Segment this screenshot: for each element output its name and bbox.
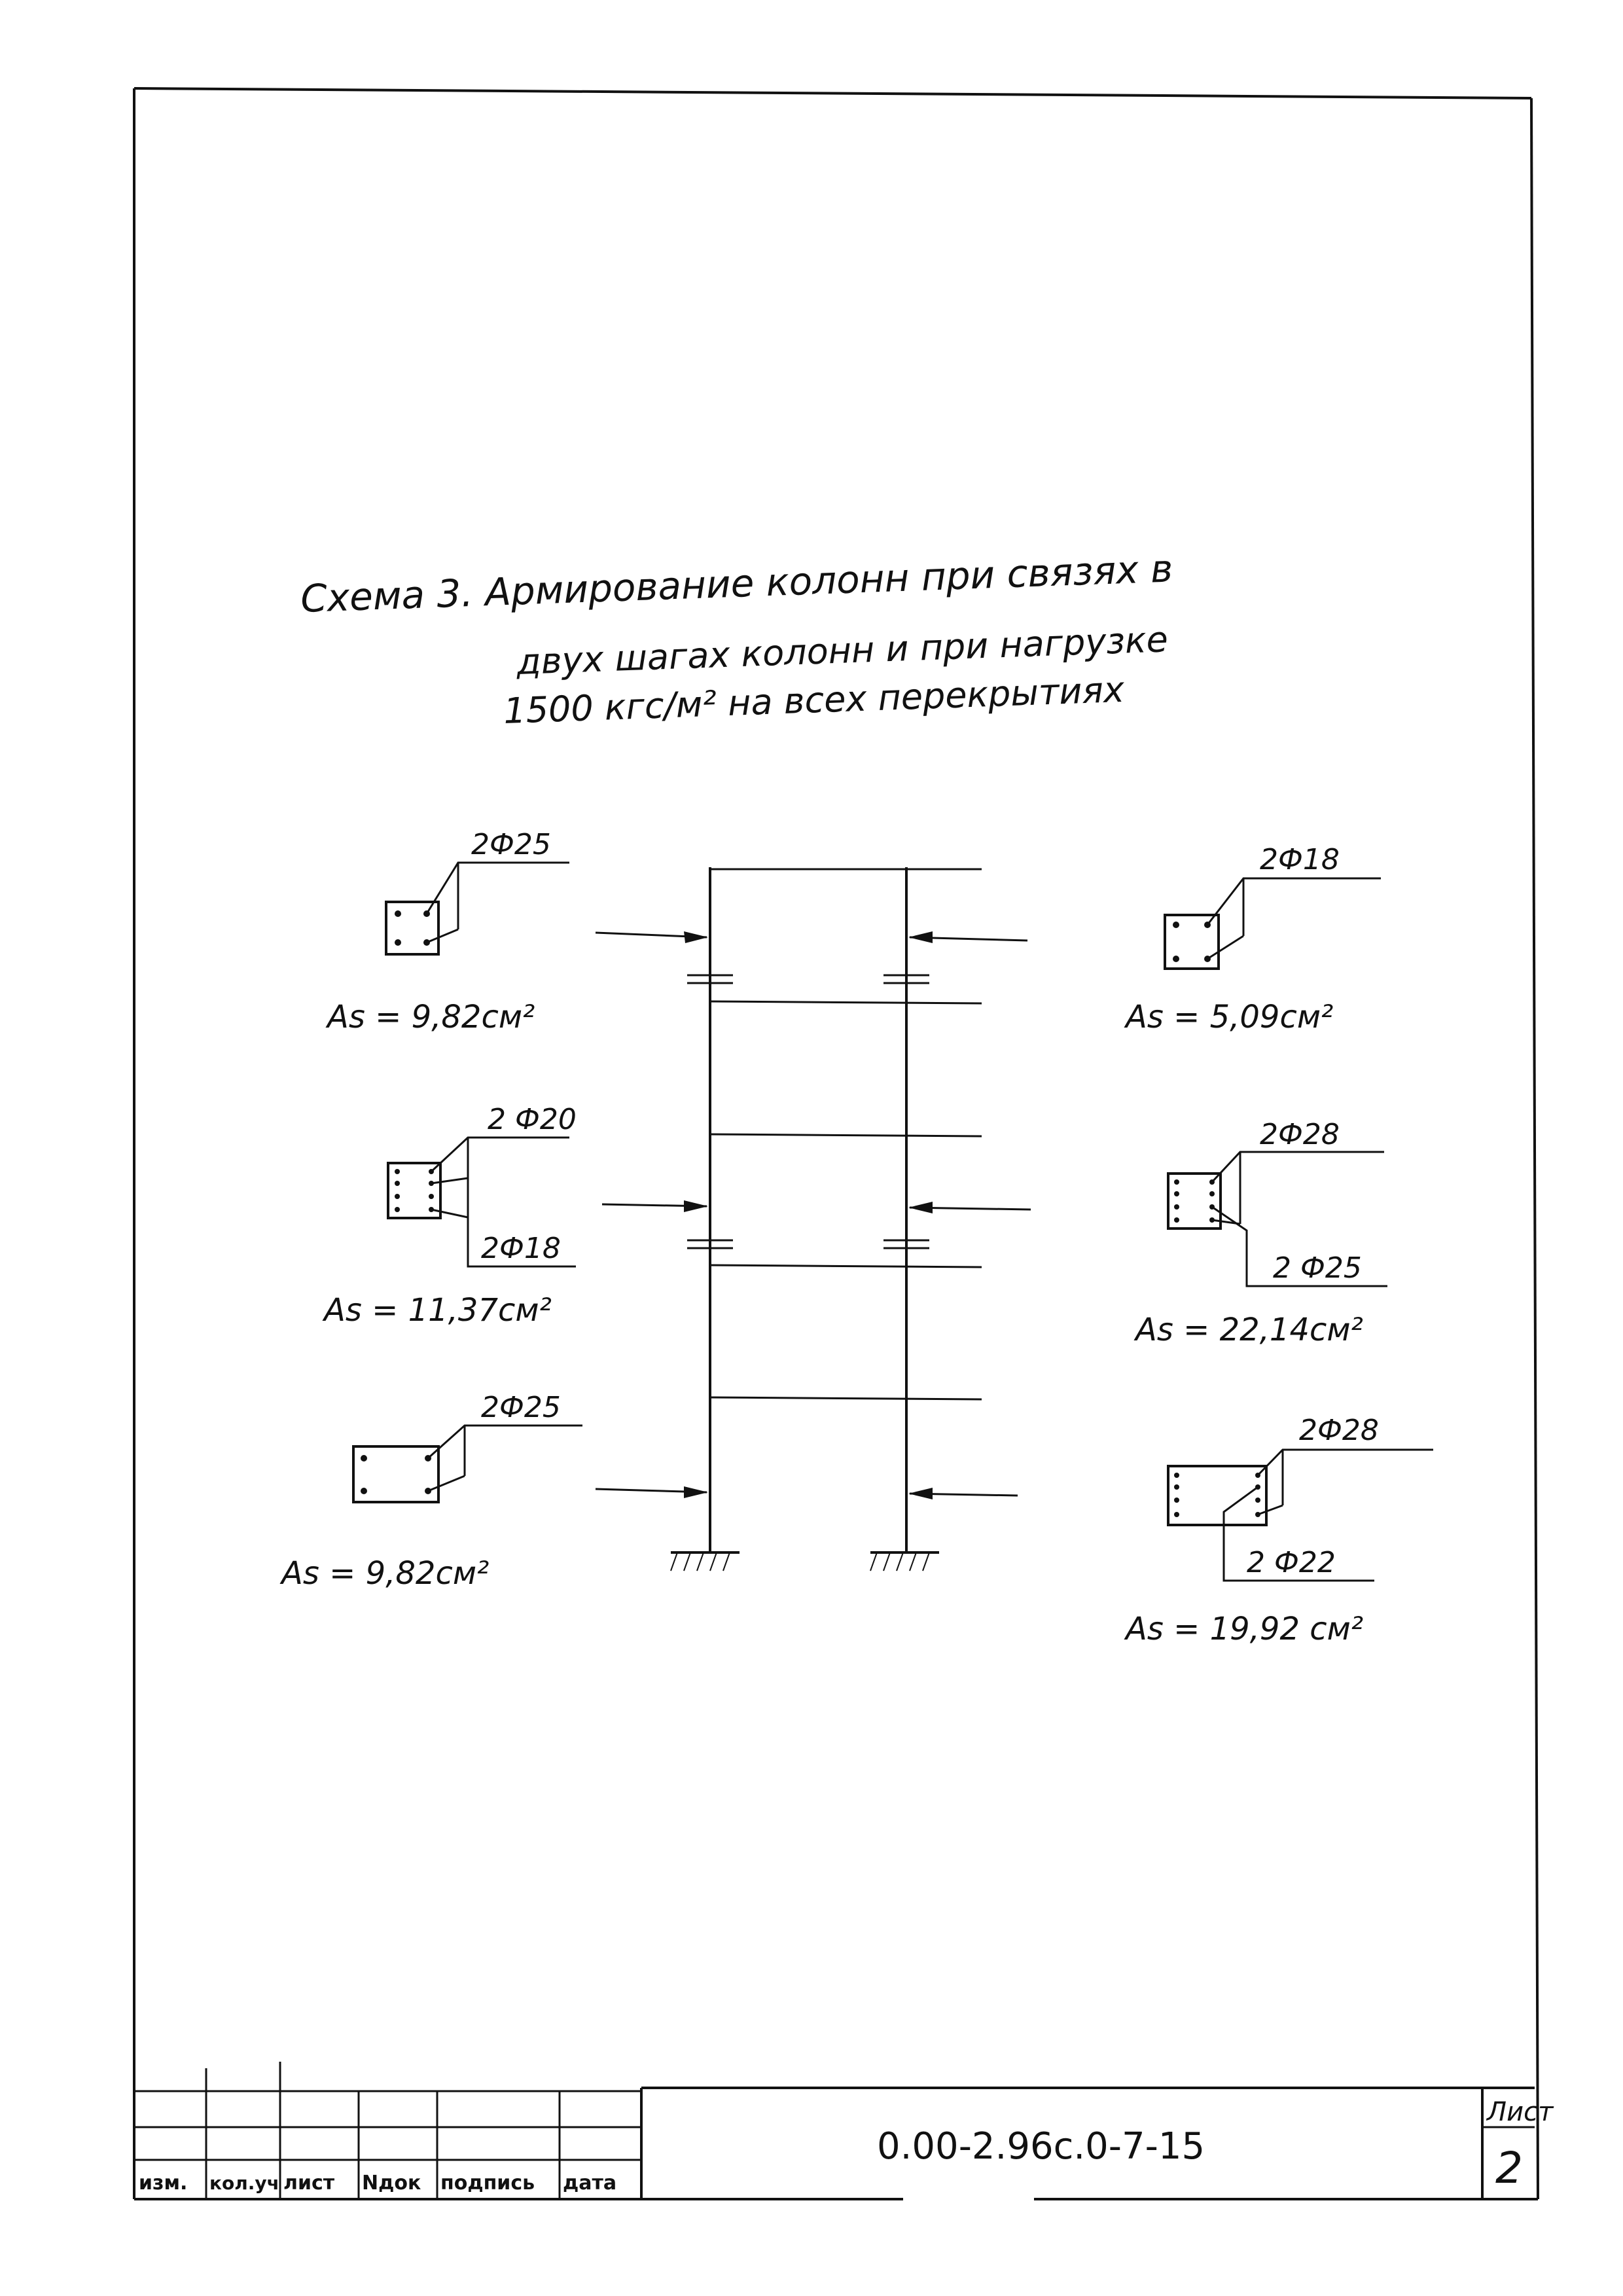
column-section xyxy=(386,902,438,954)
bar-label-top: 2Ф28 xyxy=(1299,1414,1379,1447)
stamp-header-podpis: подпись xyxy=(440,2172,535,2195)
title-line-2: двух шагах колонн и при нагрузке xyxy=(516,619,1169,683)
beam-2 xyxy=(710,1134,982,1136)
area-label: As = 9,82см² xyxy=(281,1555,490,1592)
bar-label-top: 2Ф18 xyxy=(1260,843,1340,876)
title-block xyxy=(134,2062,1554,2199)
title-line-3: 1500 кгс/м² на всех перекрытиях xyxy=(503,668,1125,732)
area-label: As = 9,82см² xyxy=(327,999,535,1035)
beam-4 xyxy=(710,1397,982,1399)
bar-label-bottom: 2Ф18 xyxy=(481,1232,561,1265)
section-right-bottom xyxy=(1124,1414,1433,1647)
load-arrows xyxy=(596,931,1031,1499)
leader-line xyxy=(427,863,569,914)
stamp-header-ndok: Nдок xyxy=(362,2172,421,2195)
leader-line xyxy=(1207,878,1381,925)
stamp-header-kol-uch: кол.уч xyxy=(209,2172,279,2194)
leader-line xyxy=(428,1426,582,1458)
drawing-title xyxy=(300,546,1173,732)
bar-label-top: 2Ф28 xyxy=(1260,1118,1340,1151)
section-left-mid xyxy=(322,1103,577,1329)
stamp-header-data: дата xyxy=(563,2172,617,2195)
area-label: As = 22,14см² xyxy=(1135,1312,1363,1348)
fixed-supports xyxy=(671,1552,939,1571)
area-label: As = 5,09см² xyxy=(1126,999,1334,1035)
bar-label-bottom: 2 Ф25 xyxy=(1273,1251,1362,1285)
title-line-1: Схема 3. Армирование колонн при связях в xyxy=(300,546,1174,621)
sheet-number: 2 xyxy=(1495,2143,1523,2193)
column-joints xyxy=(687,975,929,1248)
beam-3 xyxy=(710,1265,982,1267)
section-right-top xyxy=(1124,843,1381,1035)
stamp-header-list: лист xyxy=(283,2172,335,2195)
column-section xyxy=(1165,915,1219,969)
area-label: As = 19,92 см² xyxy=(1126,1611,1364,1647)
section-left-bottom xyxy=(279,1391,582,1592)
leader-line-top xyxy=(431,1138,569,1172)
beam-1 xyxy=(710,1001,982,1003)
column-section xyxy=(1168,1466,1266,1525)
stamp-header-izm: изм. xyxy=(139,2172,188,2195)
bar-label-top: 2 Ф20 xyxy=(488,1103,577,1136)
column-section xyxy=(353,1446,438,1502)
bar-label-top: 2Ф25 xyxy=(481,1391,561,1424)
bar-label-top: 2Ф25 xyxy=(471,828,551,861)
area-label: As = 11,37см² xyxy=(324,1292,552,1329)
leader-line-top xyxy=(1212,1152,1384,1182)
sheet-label: Лист xyxy=(1487,2097,1554,2127)
section-right-mid xyxy=(1133,1118,1387,1348)
frame-diagram xyxy=(596,867,1031,1571)
section-left-top xyxy=(325,828,569,1035)
document-code: 0.00-2.96с.0-7-15 xyxy=(877,2125,1205,2168)
leader-line-top xyxy=(1258,1450,1433,1475)
bar-label-bottom: 2 Ф22 xyxy=(1247,1546,1336,1579)
